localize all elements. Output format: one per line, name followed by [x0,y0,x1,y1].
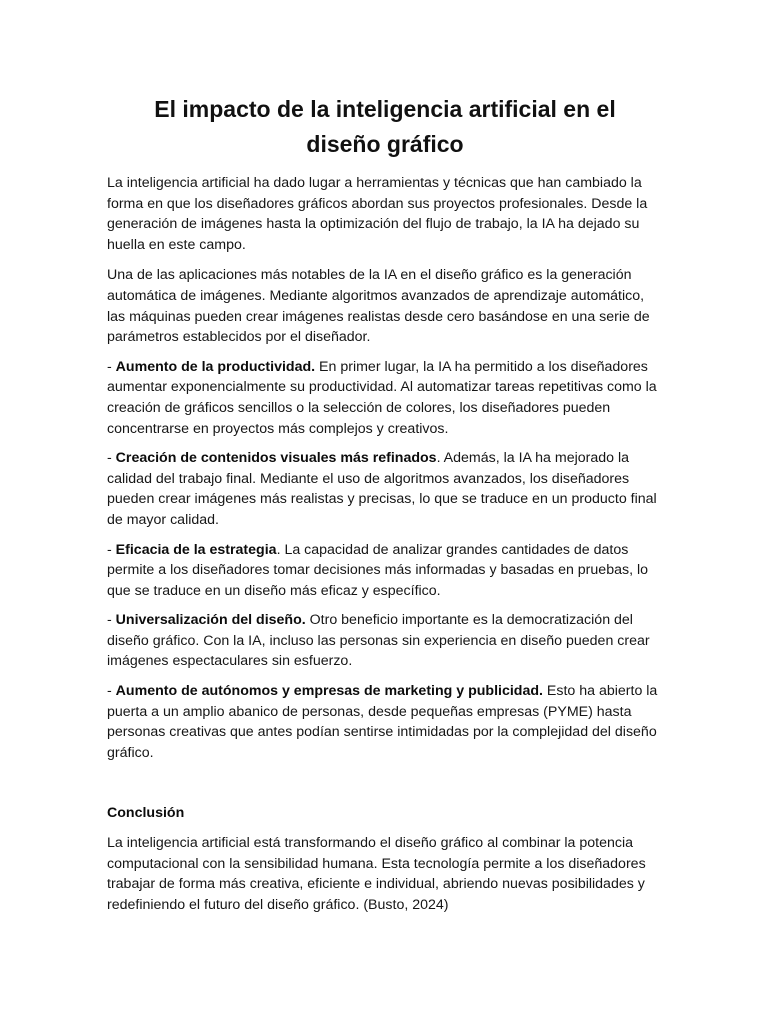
list-item-eficacia [107,540,663,602]
intro-paragraph-2: Una de las aplicaciones más notables de la IA en el diseño gráfico es la generación automática de imágenes. Mediante algoritmos avanzados de aprendizaje automático, las máquinas pueden crear imágenes realistas desde cero basándose en una serie de parámetros establecidos por el diseñador. [107,267,650,346]
list-item-heading: Aumento de autónomos y empresas de marketing y publicidad. [115,683,543,700]
conclusion-heading: Conclusión [107,805,185,822]
title-line-1: El impacto de la inteligencia artificial en el [154,96,616,122]
list-item-heading: Creación de contenidos visuales más refinados [115,450,437,467]
list-item-heading: Universalización del diseño. [115,612,306,629]
list-dash: - [107,612,116,629]
list-item-text: . Además, la IA ha mejorado la calidad del trabajo final. Mediante el uso de algoritmos avanzados, los diseñadores pueden crear imágenes más realistas y precisas, lo que se traduce en un producto final de mayor calidad. [107,450,657,528]
conclusion-paragraph: La inteligencia artificial está transformando el diseño gráfico al combinar la potencia computacional con la sensibilidad humana. Esta tecnología permite a los diseñadores trabajar de forma más creativa, eficiente e individual, abriendo nuevas posibilidades y redefiniendo el futuro del diseño gráfico. (Busto, 2024) [107,835,646,913]
list-dash: - [107,450,116,467]
list-item-heading: Aumento de la productividad. [115,358,316,375]
list-item-text: En primer lugar, la IA ha permitido a los diseñadores aumentar exponencialmente su productividad. Al automatizar tareas repetitivas como la creación de gráficos sencillos o la selección de colores, los diseñadores pueden concentrarse en proyectos más complejos y creativos. [107,358,657,437]
document-content [107,92,663,915]
intro-paragraph-1: La inteligencia artificial ha dado lugar a herramientas y técnicas que han cambiado la forma en que los diseñadores gráficos abordan sus proyectos profesionales. Desde la generación de imágenes hasta la optimización del flujo de trabajo, la IA ha dejado su huella en este campo. [107,175,648,253]
list-item-text: Otro beneficio importante es la democratización del diseño gráfico. Con la IA, incluso las personas sin experiencia en diseño pueden crear imágenes espectaculares sin esfuerzo. [107,612,650,670]
document-title [107,92,663,162]
list-dash: - [107,541,116,558]
list-item-text: Esto ha abierto la puerta a un amplio abanico de personas, desde pequeñas empresas (PYME) hasta personas creativas que antes podían sentirse intimidadas por la complejidad del diseño gráfico. [107,683,658,761]
list-item-heading: Eficacia de la estrategia [115,541,277,558]
title-line-2: diseño gráfico [306,131,464,157]
list-item-productividad [107,357,663,439]
list-item-text: . La capacidad de analizar grandes cantidades de datos permite a los diseñadores tomar decisiones más informadas y basadas en pruebas, lo que se traduce en un diseño más eficaz y específico. [107,541,648,599]
list-item-autonomos [107,681,663,763]
list-dash: - [107,683,116,700]
list-item-contenidos-visuales [107,448,663,530]
list-dash: - [107,358,116,375]
list-item-universalizacion [107,610,663,672]
